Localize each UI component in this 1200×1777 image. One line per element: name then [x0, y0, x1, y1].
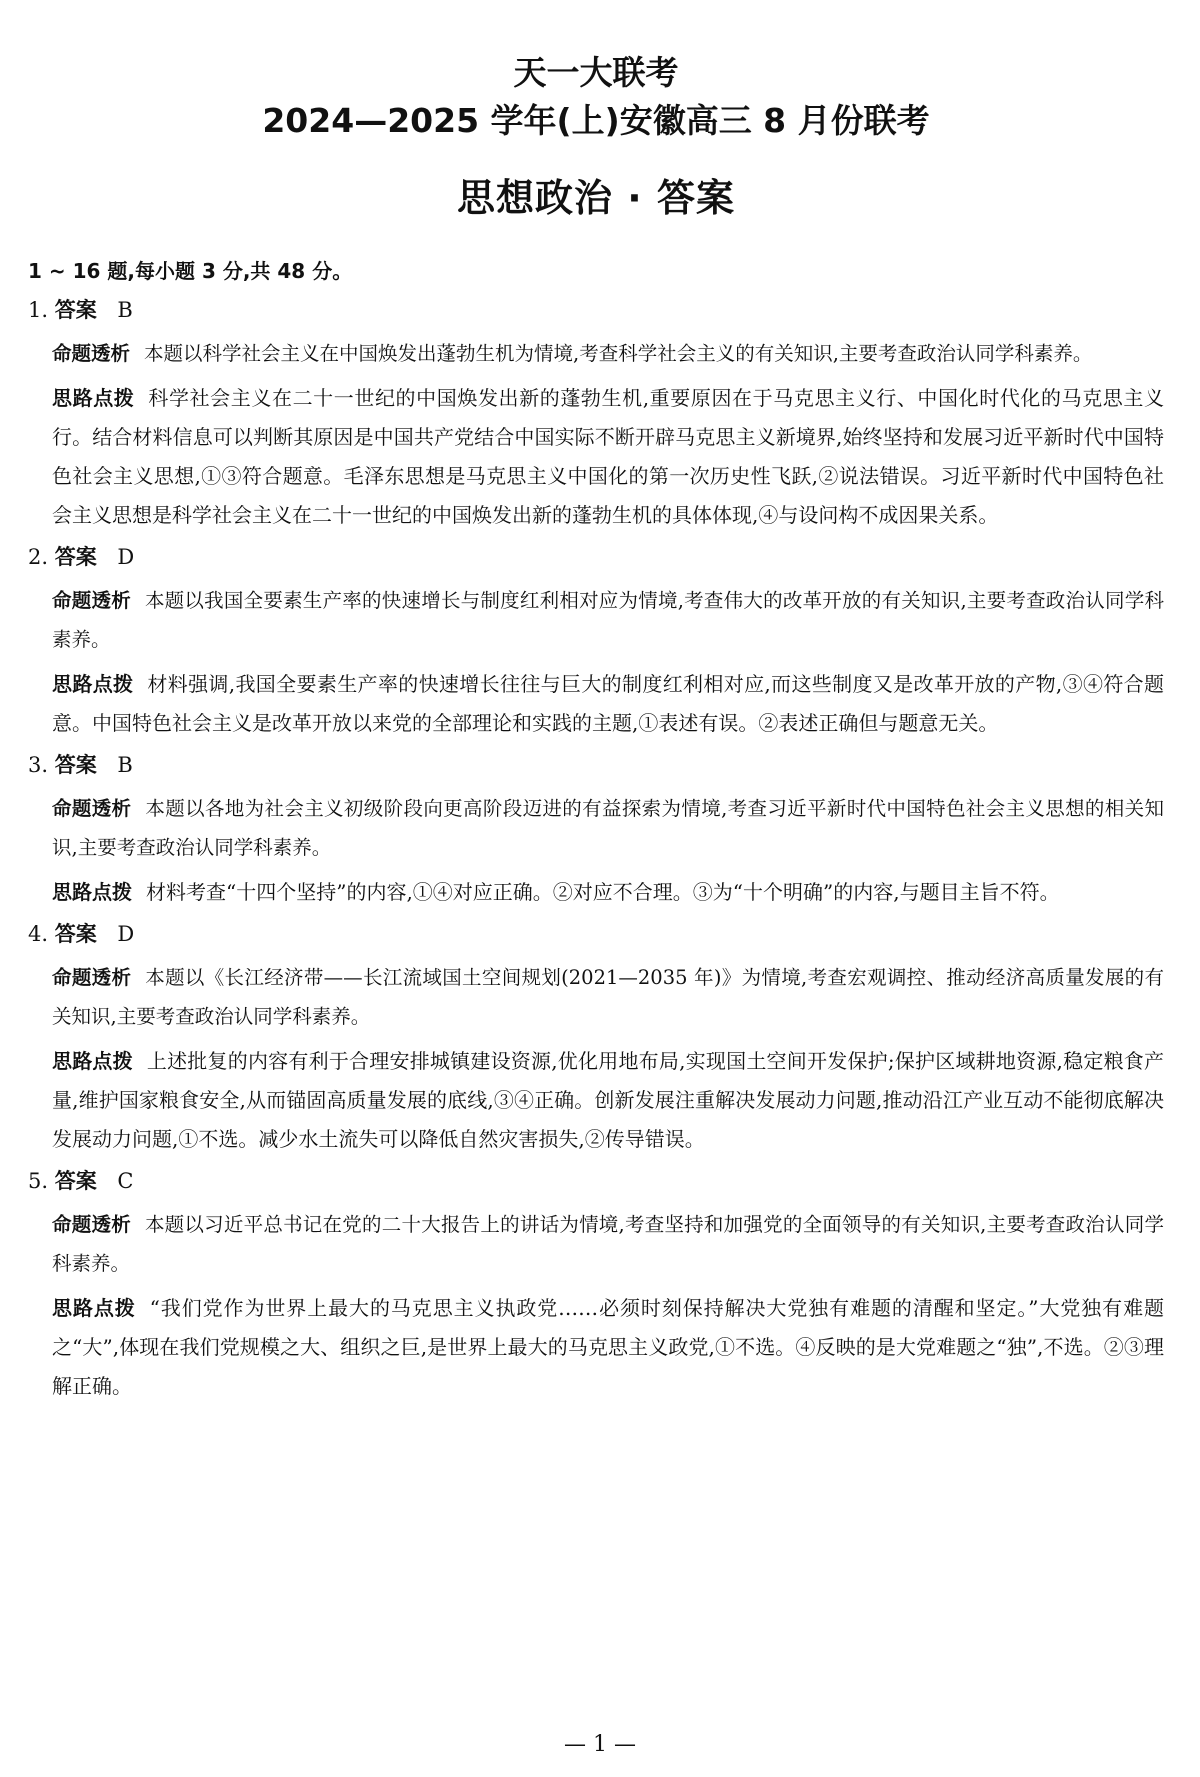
- insight-text: 本题以科学社会主义在中国焕发出蓬勃生机为情境,考查科学社会主义的有关知识,主要考查政治认同学科素养。: [144, 342, 1093, 365]
- insight-text: 本题以《长江经济带——长江流域国土空间规划(2021—2035 年)》为情境,考查宏观调控、推动经济高质量发展的有关知识,主要考查政治认同学科素养。: [52, 966, 1164, 1028]
- question-block: [28, 1165, 1164, 1406]
- guidance-text: “我们党作为世界上最大的马克思主义执政党……必须时刻保持解决大党独有难题的清醒和坚定。”大党独有难题之“大”,体现在我们党规模之大、组织之巨,是世界上最大的马克思主义政党,①不选。④反映的是大党难题之“独”,不选。②③理解正确。: [52, 1296, 1165, 1398]
- answer-line: [28, 541, 1164, 573]
- guidance-label: 思路点拨: [52, 1049, 133, 1073]
- guidance-label: 思路点拨: [52, 880, 132, 904]
- insight-label: 命题透析: [52, 1213, 131, 1236]
- answer-value: D: [117, 545, 135, 569]
- insight-text: 本题以各地为社会主义初级阶段向更高阶段迈进的有益探索为情境,考查习近平新时代中国特色社会主义思想的相关知识,主要考查政治认同学科素养。: [52, 797, 1164, 859]
- exam-session: 2024—2025 学年(上)安徽高三 8 月份联考: [262, 101, 930, 140]
- insight-label: 命题透析: [52, 966, 132, 989]
- answer-value: C: [117, 1169, 134, 1193]
- insight-paragraph: [28, 334, 1164, 373]
- insight-paragraph: [28, 581, 1164, 659]
- guidance-text: 上述批复的内容有利于合理安排城镇建设资源,优化用地布局,实现国土空间开发保护;保护区域耕地资源,稳定粮食产量,维护国家粮食安全,从而锚固高质量发展的底线,③④正确。创新发展注重解决发展动力问题,推动沿江产业互动不能彻底解决发展动力问题,①不选。减少水土流失可以降低自然灾害损失,②传导错误。: [52, 1049, 1165, 1151]
- answer-value: D: [117, 922, 135, 946]
- guidance-paragraph: [28, 1289, 1164, 1406]
- question-number: 1.: [28, 298, 49, 322]
- question-number: 2.: [28, 545, 49, 569]
- answer-line: [28, 749, 1164, 781]
- guidance-paragraph: [28, 665, 1164, 743]
- insight-label: 命题透析: [52, 589, 131, 612]
- guidance-paragraph: [28, 1042, 1164, 1159]
- guidance-label: 思路点拨: [52, 672, 134, 696]
- page-number: — 1 —: [564, 1732, 636, 1757]
- answer-label: 答案: [54, 753, 97, 777]
- question-block: [28, 294, 1164, 535]
- answer-line: [28, 1165, 1164, 1197]
- answer-label: 答案: [54, 545, 97, 569]
- question-number: 4.: [28, 922, 49, 946]
- question-block: [28, 541, 1164, 743]
- guidance-paragraph: [28, 379, 1164, 535]
- insight-label: 命题透析: [52, 797, 132, 820]
- scoring-intro: 1 ~ 16 题,每小题 3 分,共 48 分。: [28, 259, 353, 283]
- guidance-label: 思路点拨: [52, 386, 135, 410]
- answer-line: [28, 918, 1164, 950]
- answer-label: 答案: [54, 922, 97, 946]
- guidance-text: 材料强调,我国全要素生产率的快速增长往往与巨大的制度红利相对应,而这些制度又是改革开放的产物,③④符合题意。中国特色社会主义是改革开放以来党的全部理论和实践的主题,①表述有误。②表述正确但与题意无关。: [52, 672, 1165, 735]
- question-number: 3.: [28, 753, 49, 777]
- guidance-label: 思路点拨: [52, 1296, 136, 1320]
- insight-text: 本题以习近平总书记在党的二十大报告上的讲话为情境,考查坚持和加强党的全面领导的有关知识,主要考查政治认同学科素养。: [52, 1213, 1164, 1275]
- answer-label: 答案: [54, 1169, 97, 1193]
- question-number: 5.: [28, 1169, 49, 1193]
- insight-text: 本题以我国全要素生产率的快速增长与制度红利相对应为情境,考查伟大的改革开放的有关知识,主要考查政治认同学科素养。: [52, 589, 1164, 651]
- insight-paragraph: [28, 958, 1164, 1036]
- answer-line: [28, 294, 1164, 326]
- exam-name: 天一大联考: [513, 53, 679, 92]
- answer-label: 答案: [54, 298, 97, 322]
- insight-paragraph: [28, 1205, 1164, 1283]
- insight-label: 命题透析: [52, 342, 131, 365]
- question-block: [28, 918, 1164, 1159]
- question-block: [28, 749, 1164, 912]
- insight-paragraph: [28, 789, 1164, 867]
- answer-value: B: [117, 298, 133, 322]
- guidance-text: 科学社会主义在二十一世纪的中国焕发出新的蓬勃生机,重要原因在于马克思主义行、中国化时代化的马克思主义行。结合材料信息可以判断其原因是中国共产党结合中国实际不断开辟马克思主义新境界,始终坚持和发展习近平新时代中国特色社会主义思想,①③符合题意。毛泽东思想是马克思主义中国化的第一次历史性飞跃,②说法错误。习近平新时代中国特色社会主义思想是科学社会主义在二十一世纪的中国焕发出新的蓬勃生机的具体体现,④与设问构不成因果关系。: [52, 386, 1164, 527]
- guidance-text: 材料考查“十四个坚持”的内容,①④对应正确。②对应不合理。③为“十个明确”的内容,与题目主旨不符。: [146, 880, 1060, 904]
- answer-value: B: [117, 753, 133, 777]
- guidance-paragraph: [28, 873, 1164, 912]
- question-list: [28, 294, 1164, 1406]
- document-title: 思想政治 · 答案: [457, 176, 735, 220]
- document-header: [28, 50, 1164, 228]
